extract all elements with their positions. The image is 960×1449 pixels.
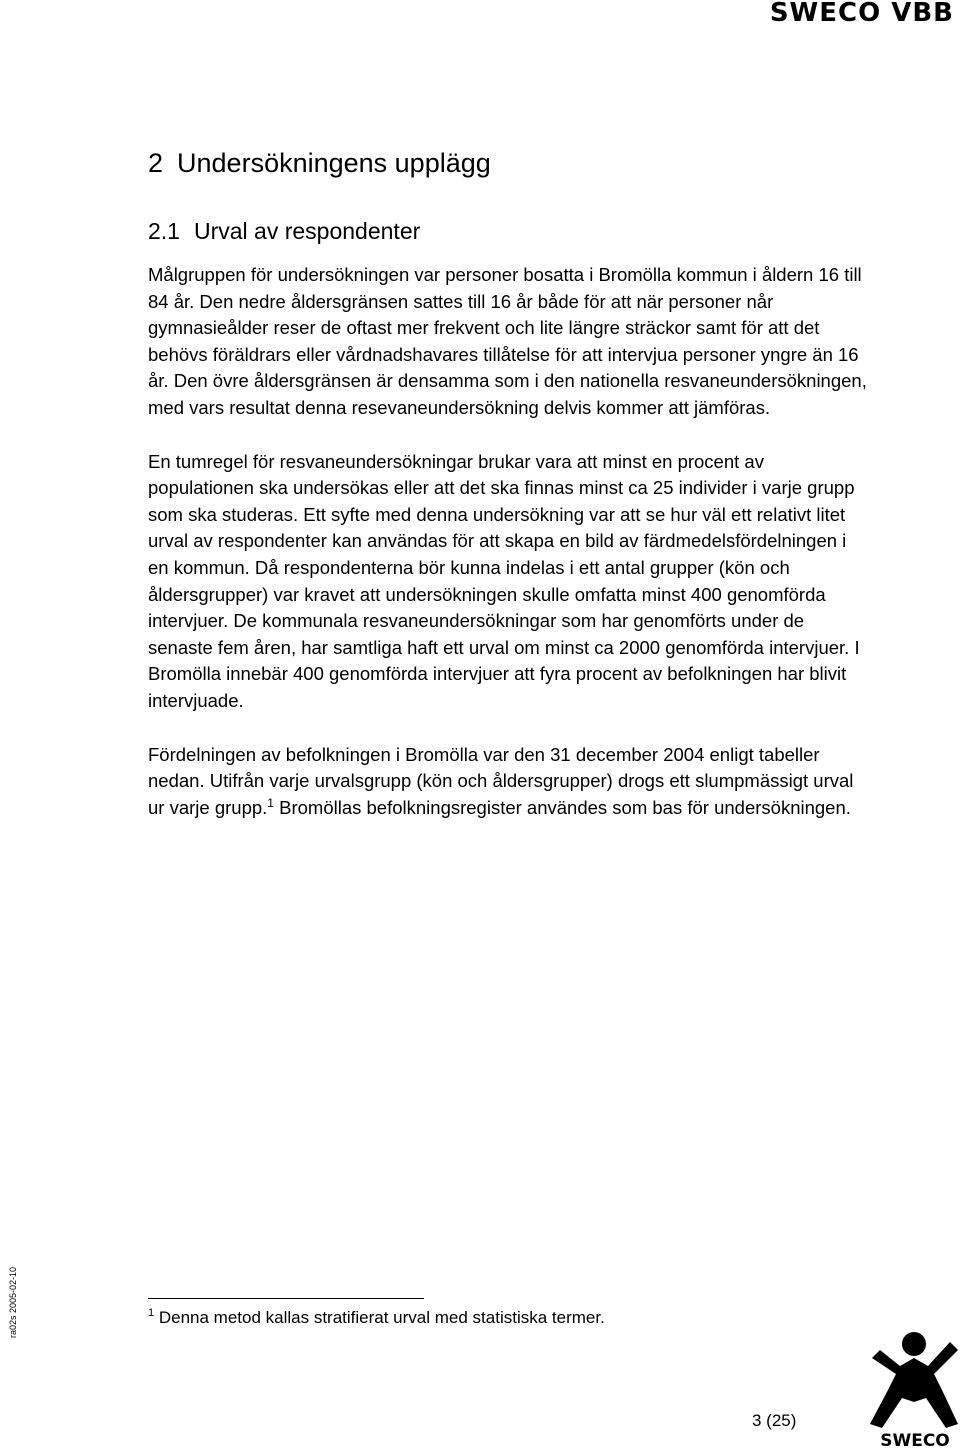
page-number: 3 (25) bbox=[752, 1411, 797, 1430]
paragraph-rule-of-thumb: En tumregel för resvaneundersökningar brukar vara att minst en procent av populationen ska undersökas eller att det ska finnas minst ca 25 individer i varje grupp som ska studeras. Ett syfte med denna undersökning var att se hur väl ett relativt litet urval av respondenter kan användas för att skapa en bild av färdmedelsfördelningen i en kommun. Då respondenterna bör kunna indelas i ett antal grupper (kön och åldersgrupper) var kravet att undersökningen skulle omfatta minst 400 genomförda intervjuer. De kommunala resvaneundersökningar som har genomförts under de senaste fem åren, har samtliga haft ett urval om minst ca 2000 genomförda intervjuer. I Bromölla innebär 400 genomförda intervjuer att fyra procent av befolkningen har blivit intervjuade. bbox=[148, 450, 860, 711]
main-content bbox=[148, 146, 868, 821]
footnote bbox=[148, 1307, 605, 1329]
section-number: 2 bbox=[148, 148, 164, 178]
document-code: ra02s 2005-02-10 bbox=[8, 1266, 18, 1338]
paragraph-target-group: Målgruppen för undersökningen var personer bosatta i Bromölla kommun i åldern 16 till 84 år. Den nedre åldersgränsen sattes till 16 år både för att när personer når gymnasieålder reser de oftast mer frekvent och lite längre sträckor samt för att det behövs föräldrars eller vårdnadshavares tillåtelse för att intervjua personer yngre än 16 år. Den övre åldersgränsen är densamma som i den nationella resvaneundersökningen, med vars resultat denna resevaneundersökning delvis kommer att jämföras. bbox=[148, 264, 867, 418]
sweco-logo-icon bbox=[870, 1328, 960, 1449]
paragraph-population-distribution bbox=[148, 742, 868, 822]
footnote-reference[interactable]: 1 bbox=[267, 795, 274, 810]
subsection-number: 2.1 bbox=[148, 218, 180, 244]
subsection-title: Urval av respondenter bbox=[193, 218, 421, 244]
paragraph-text: Bromöllas befolkningsregister användes som bas för undersökningen. bbox=[273, 796, 851, 818]
section-title: Undersökningens upplägg bbox=[177, 148, 491, 178]
logo-text: SWECO bbox=[880, 1431, 950, 1449]
paragraph-text: Fördelningen av befolkningen i Bromölla var den 31 december 2004 enligt tabeller nedan. Utifrån varje urvalsgrupp (kön och åldersgrupper) drogs ett slumpmässigt urval ur varje grupp. bbox=[148, 743, 854, 818]
footnote-text: Denna metod kallas stratifierat urval med statistiska termer. bbox=[154, 1308, 605, 1327]
brand-wordmark: SWECO VBB bbox=[769, 0, 954, 28]
footnote-number: 1 bbox=[148, 1307, 155, 1319]
footnote-divider bbox=[148, 1298, 424, 1299]
section-heading bbox=[148, 146, 868, 180]
subsection-heading bbox=[148, 216, 868, 246]
